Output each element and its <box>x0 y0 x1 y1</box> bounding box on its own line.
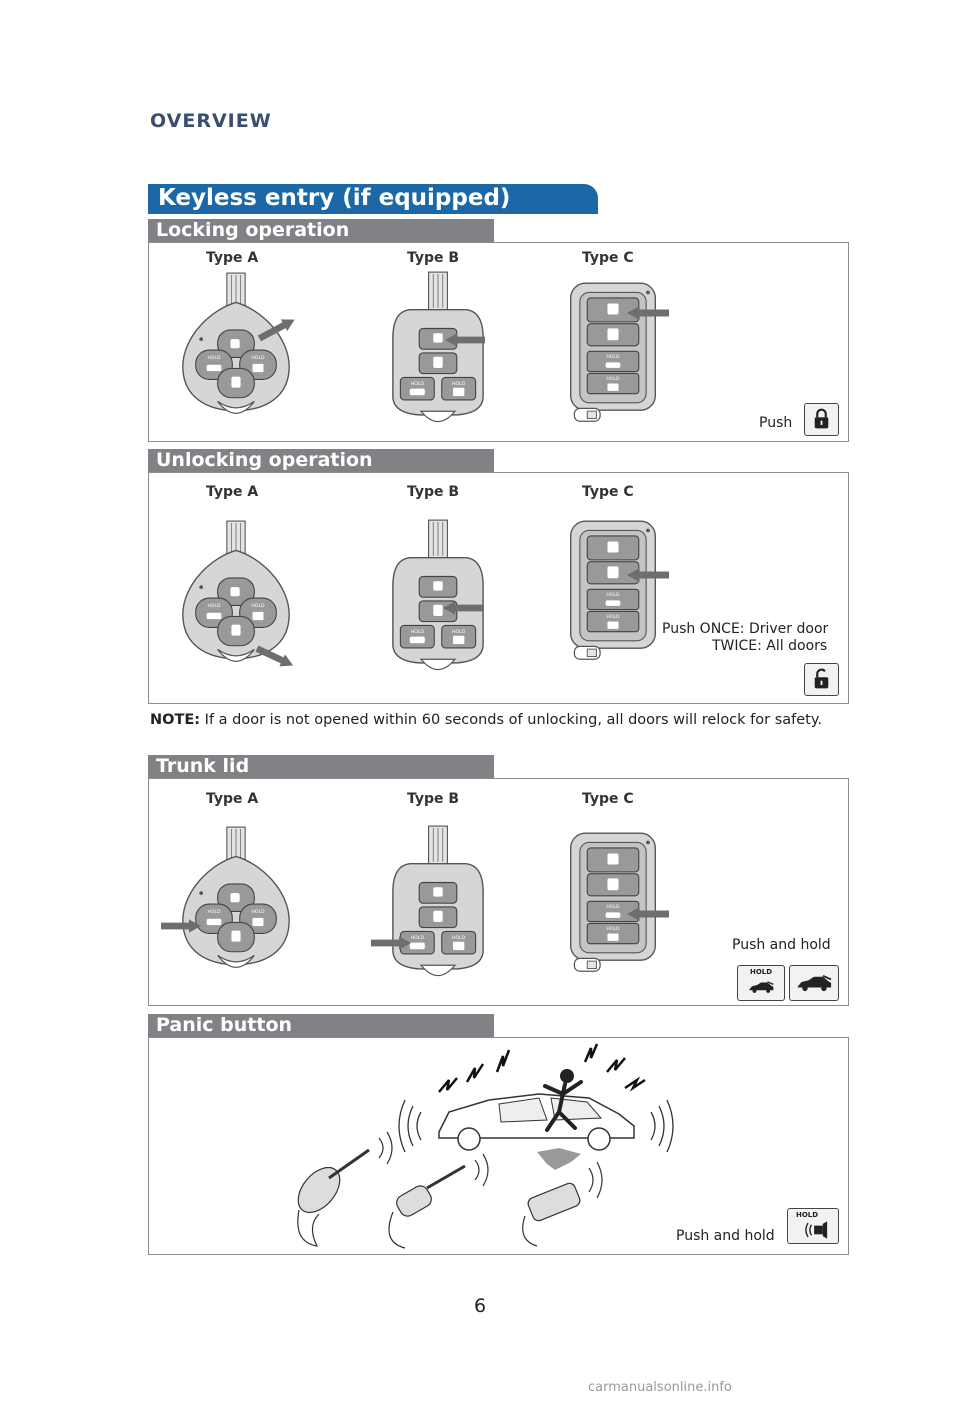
car-trunk-open-icon <box>796 974 832 992</box>
trunk-hold-button-symbol <box>737 965 785 1001</box>
type-c-label: Type C <box>582 250 634 266</box>
pointer-arrow-icon <box>627 306 669 320</box>
type-c-smart-key-image <box>567 829 659 981</box>
type-b-label: Type B <box>407 484 460 500</box>
section-heading: OVERVIEW <box>150 110 272 132</box>
pointer-arrow-icon <box>445 333 485 347</box>
panic-horn-icon <box>802 1221 828 1239</box>
locking-instruction: Push <box>759 415 793 431</box>
pointer-arrow-icon <box>443 601 483 615</box>
type-b-key-fob-image <box>391 271 485 433</box>
panic-illustration <box>289 1042 689 1250</box>
note-label: NOTE: <box>150 712 201 728</box>
pointer-arrow-icon <box>371 936 411 950</box>
keyless-entry-banner <box>148 184 598 214</box>
locking-section-bar <box>148 219 494 242</box>
watermark: carmanualsonline.info <box>588 1380 732 1395</box>
type-c-label: Type C <box>582 484 634 500</box>
type-b-key-fob-image <box>391 519 485 681</box>
relock-note <box>150 710 840 731</box>
type-a-key-fob-image <box>181 271 291 431</box>
trunk-instruction: Push and hold <box>732 937 831 953</box>
type-a-label: Type A <box>206 250 259 266</box>
panic-hold-button-symbol <box>787 1208 839 1244</box>
unlocking-instruction-once: Push ONCE: Driver door <box>662 621 829 637</box>
type-c-smart-key-image <box>567 279 659 431</box>
type-b-key-fob-image <box>391 825 485 987</box>
car-trunk-icon <box>748 980 774 994</box>
panic-panel <box>148 1037 849 1255</box>
panic-instruction: Push and hold <box>676 1228 775 1244</box>
unlock-button-symbol <box>804 663 839 696</box>
locking-panel <box>148 242 849 442</box>
unlocking-section-bar <box>148 449 494 472</box>
unlocking-title: Unlocking operation <box>156 449 373 471</box>
page-number: 6 <box>473 1295 487 1317</box>
type-c-label: Type C <box>582 791 634 807</box>
pointer-arrow-icon <box>627 907 669 921</box>
lock-button-symbol <box>804 403 839 436</box>
panic-title: Panic button <box>156 1014 293 1036</box>
panic-section-bar <box>148 1014 494 1037</box>
type-c-smart-key-image <box>567 517 659 669</box>
pointer-arrow-icon <box>161 919 201 933</box>
trunk-panel <box>148 778 849 1006</box>
hold-label: HOLD <box>750 968 773 976</box>
unlocking-panel <box>148 472 849 704</box>
type-a-key-fob-image <box>181 825 291 985</box>
trunk-title: Trunk lid <box>156 755 250 777</box>
banner-title: Keyless entry (if equipped) <box>158 185 511 211</box>
hold-label: HOLD <box>796 1211 819 1219</box>
trunk-indicator-symbol <box>789 965 839 1001</box>
note-text: If a door is not opened within 60 seconds of unlocking, all doors will relock for safety. <box>204 712 822 728</box>
type-a-label: Type A <box>206 791 259 807</box>
type-b-label: Type B <box>407 250 460 266</box>
type-a-label: Type A <box>206 484 259 500</box>
locking-title: Locking operation <box>156 219 350 241</box>
trunk-section-bar <box>148 755 494 778</box>
type-b-label: Type B <box>407 791 460 807</box>
unlock-icon <box>813 668 830 690</box>
lock-icon <box>813 408 830 430</box>
pointer-arrow-icon <box>627 568 669 582</box>
unlocking-instruction-twice: TWICE: All doors <box>712 638 828 654</box>
